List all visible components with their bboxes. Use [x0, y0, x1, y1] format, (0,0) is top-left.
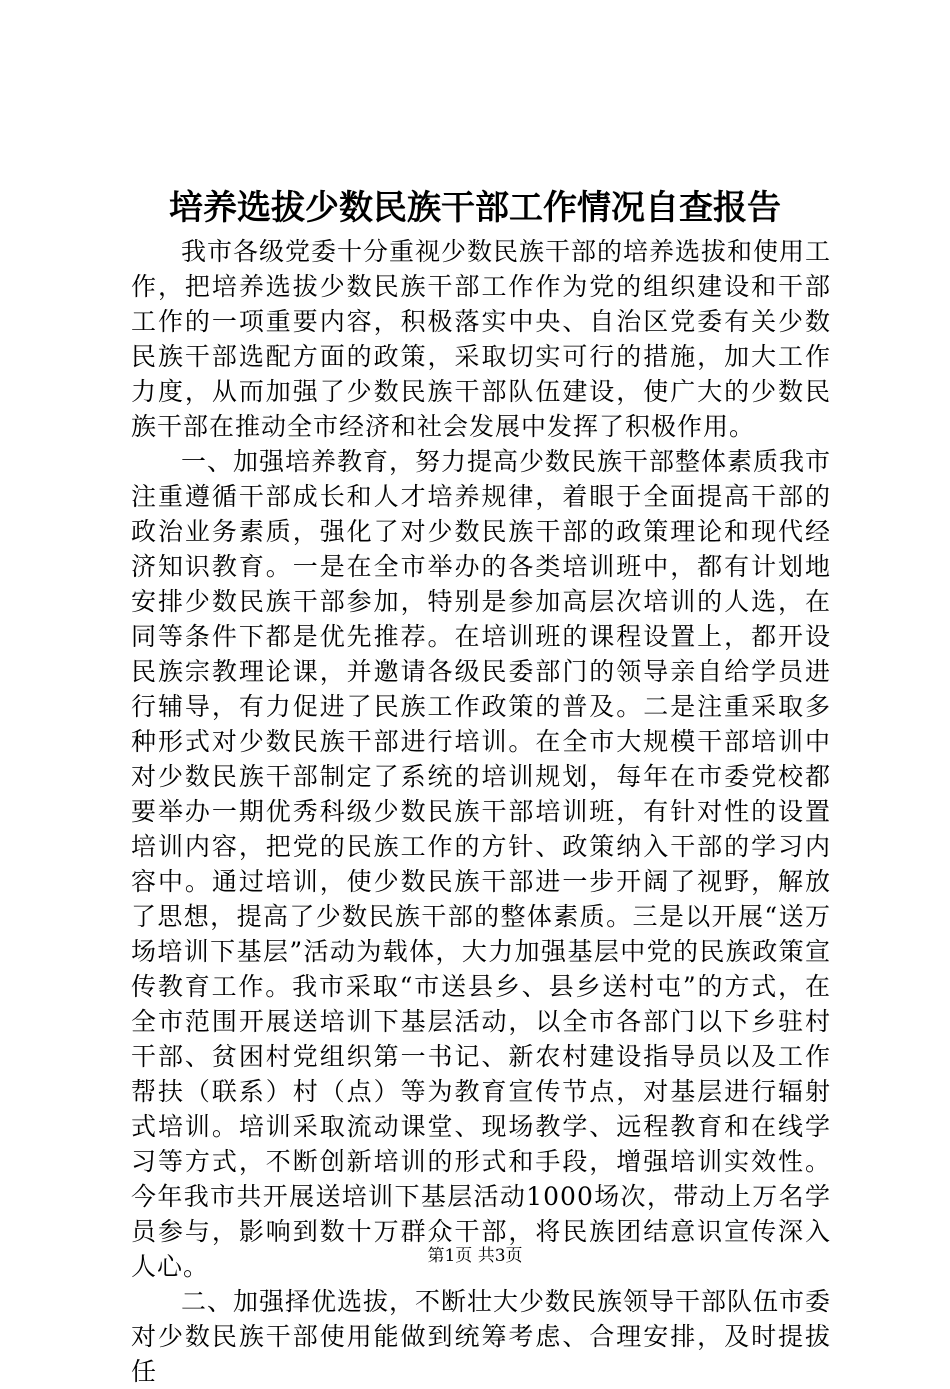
page-footer: 第1页 共3页: [427, 1246, 523, 1266]
document-title: 培养选拔少数民族干部工作情况自查报告: [169, 188, 781, 228]
paragraph-intro: 我市各级党委十分重视少数民族干部的培养选拔和使用工作，把培养选拔少数民族干部工作作为党的组织建设和干部工作的一项重要内容，积极落实中央、自治区党委有关少数民族干部选配方面的政策，采取切实可行的措施，加大工作力度，从而加强了少数民族干部队伍建设，使广大的少数民族干部在推动全市经济和社会发展中发挥了积极作用。: [131, 237, 832, 441]
paragraph-section-one: 一、加强培养教育，努力提高少数民族干部整体素质我市注重遵循干部成长和人才培养规律，着眼于全面提高干部的政治业务素质，强化了对少数民族干部的政策理论和现代经济知识教育。一是在全市举办的各类培训班中，都有计划地安排少数民族干部参加，特别是参加高层次培训的人选，在同等条件下都是优先推荐。在培训班的课程设置上，都开设民族宗教理论课，并邀请各级民委部门的领导亲自给学员进行辅导，有力促进了民族工作政策的普及。二是注重采取多种形式对少数民族干部进行培训。在全市大规模干部培训中对少数民族干部制定了系统的培训规划，每年在市委党校都要举办一期优秀科级少数民族干部培训班，有针对性的设置培训内容，把党的民族工作的方针、政策纳入干部的学习内容中。通过培训，使少数民族干部进一步开阔了视野，解放了思想，提高了少数民族干部的整体素质。三是以开展“送万场培训下基层”活动为载体，大力加强基层中党的民族政策宣传教育工作。我市采取“市送县乡、县乡送村屯”的方式，在全市范围开展送培训下基层活动，以全市各部门以下乡驻村干部、贫困村党组织第一书记、新农村建设指导员以及工作帮扶（联系）村（点）等为教育宣传节点，对基层进行辐射式培训。培训采取流动课堂、现场教学、远程教育和在线学习等方式，不断创新培训的形式和手段，增强培训实效性。今年我市共开展送培训下基层活动1000场次，带动上万名学员参与，影响到数十万群众干部，将民族团结意识宣传深入人心。: [131, 447, 832, 1281]
document-body: [131, 234, 831, 1389]
paragraph-section-two: 二、加强择优选拔，不断壮大少数民族领导干部队伍市委对少数民族干部使用能做到统筹考虑、合理安排，及时提拔任: [131, 1287, 832, 1386]
